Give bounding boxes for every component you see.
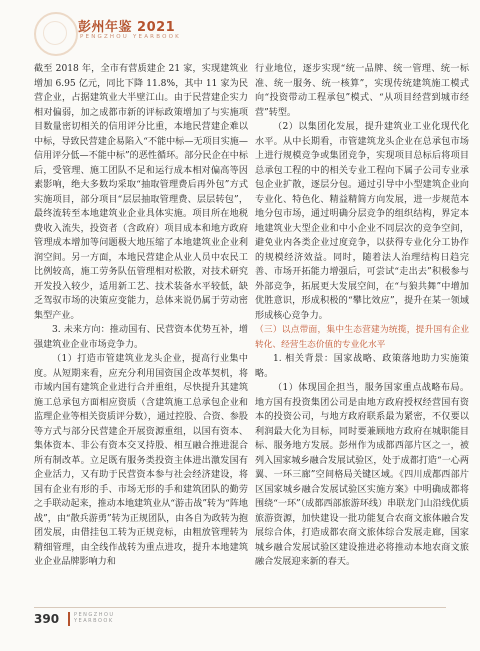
footer-yearbook-line-1: PENGZHOU (74, 612, 115, 618)
right-paragraph-4: （1）体现国企担当，服务国家重点战略布局。地方国有投资集团公司是由地方政府授权经营国有资本的投资公司，与地方政府联系最为紧密，不仅要以利润最大化为目标，同时要兼顾地方政府在城职能目标、服务地方发展。彭州作为成都西部片区之一，被列入国家城乡融合发展试验区，处于成都打造“一心两翼、一环三廊”空间格局关键区域。《四川成都西部片区国家城乡融合发展试验区实施方案》中明确成都将围绕“一环”（成都西部旅游环线）串联龙门山沿线优质旅游资源，加快建设一批功能复合农商文旅体融合发展综合体，打造成都农商文旅体综合发展走廊，国家城乡融合发展试验区建设推进必将推动本地农商文旅融合发展迎来新的春天。 (255, 383, 469, 567)
right-paragraph-1: 行业地位，逐步实现“统一品牌、统一管理、统一标准、统一服务、统一核算”，实现传统建筑施工模式向“投资带动工程承包”模式、“从项目经营到城市经营”转型。 (255, 64, 469, 118)
left-column (34, 62, 248, 570)
footer-divider (34, 607, 446, 608)
footer-yearbook-line-2: YEARBOOK (74, 618, 114, 624)
footer-accent-bar (68, 612, 70, 626)
right-column (255, 62, 469, 570)
yearbook-subtitle: PENGZHOU YEARBOOK (80, 34, 181, 40)
page-header (0, 0, 480, 58)
right-paragraph-2: （2）以集团化发展，提升建筑业工业化现代化水平。从中长期看，市管建筑龙头企业在总承包市场上进行规模竞争或集团竞争，实现项目总标后将项目总承包工程的中的相关专业工程向下属子公司专业承包企业扩散，逐层分包。通过引导中小型建筑企业向专业化、特色化、精益精简方向发展，进一步规范本地分包市场，通过明确分层竞争的组织结构，界定本地建筑业大型企业和中小企业不同层次的竞争空间，避免业内各类企业过度竞争，以获得专业化分工协作的规模经济效益。同时，随着法人治理结构日趋完善、市场开拓能力增强后，可尝试“走出去”积极参与外部竞争，拓展更大发展空间，在“与狼共舞”中增加优胜意识，形成积极的“攀比效应”，提升在某一领域形成核心竞争力。 (255, 122, 469, 321)
section-subheading: （三）以点带面，集中生态营建为统揽，提升国有企业转化、经营生态价值的专业化水平 (255, 325, 469, 350)
left-paragraph-2: 3. 未来方向：推动国有、民营资本优势互补，增强建筑业企业市场竞争力。 (34, 325, 248, 350)
yearbook-logo-inner (43, 21, 67, 45)
page-number: 390 (34, 612, 60, 626)
left-paragraph-3: （1）打造市管建筑业龙头企业，提高行业集中度。从短期来看，应充分利用国资国企改革契机，将市域内国有建筑企业进行合并重组，尽快提升其建筑施工总承包方面相应资质（含建筑施工总承包企业和监理企业等相关资质评分数），通过控股、合资、参股等方式与部分民营建企开展资源重组，以国有资本、集体资本、非公有资本交叉持股、相互融合推进混合所有制改革。立足既有服务类投资主体进出激发国有企业活力，又有助于民营资本参与社会经济建设，将国有企业有形的手、市场无形的手和建筑团队的勤劳之手联动起来，推动本地建筑业从“游击战”转为“阵地战”，由“散兵游勇”转为正规团队，由各自为政转为抱团发展，由借挂包工转为正规竞标，由粗放管理转为精细管理，由全线作战转为重点进攻，提升本地建筑业企业品牌影响力和 (34, 354, 249, 567)
yearbook-title: 彭州年鉴 2021 (78, 20, 176, 35)
left-paragraph-1: 截至 2018 年，全市有营质建企 21 家，实现建筑业增加 6.95 亿元，同比下降 11.8%，其中 11 家为民营企业，占据建筑业大半壁江山。由于民营建企实力相对偏弱，加之成都市新的评标政策增加了与实施项目数量密切相关的信用评分比重，本地民营建企难以中标，导致民营建企易陷入“不能中标—无项目实施—信用评分低—不能中标”的恶性循环。部分民企在中标后，受管理、施工团队不足和运行成本相对偏高等因素影响，绝大多数均采取“抽取管理费后再外包”方式实施项目，部分项目“层层抽取管理费、层层转包”，最终流转至本地建筑业企业具体实施。项目所在地税费收入流失，投资者（含政府）项目成本和地方政府管理成本增加等问题极大地压缩了本地建筑业企业利润空间。另一方面，本地民营建企从业人员中农民工比例较高，施工劳务队伍管理相对松散，对技术研究开发投入较少，适用新工艺、技术装备水平较低，缺乏驾驭市场的决策应变能力，总体来说仍属于劳动密集型产业。 (34, 64, 248, 321)
right-paragraph-3: 1. 相关背景：国家战略、政策落地助力实施策略。 (255, 354, 469, 379)
footer-yearbook-label (74, 612, 115, 624)
